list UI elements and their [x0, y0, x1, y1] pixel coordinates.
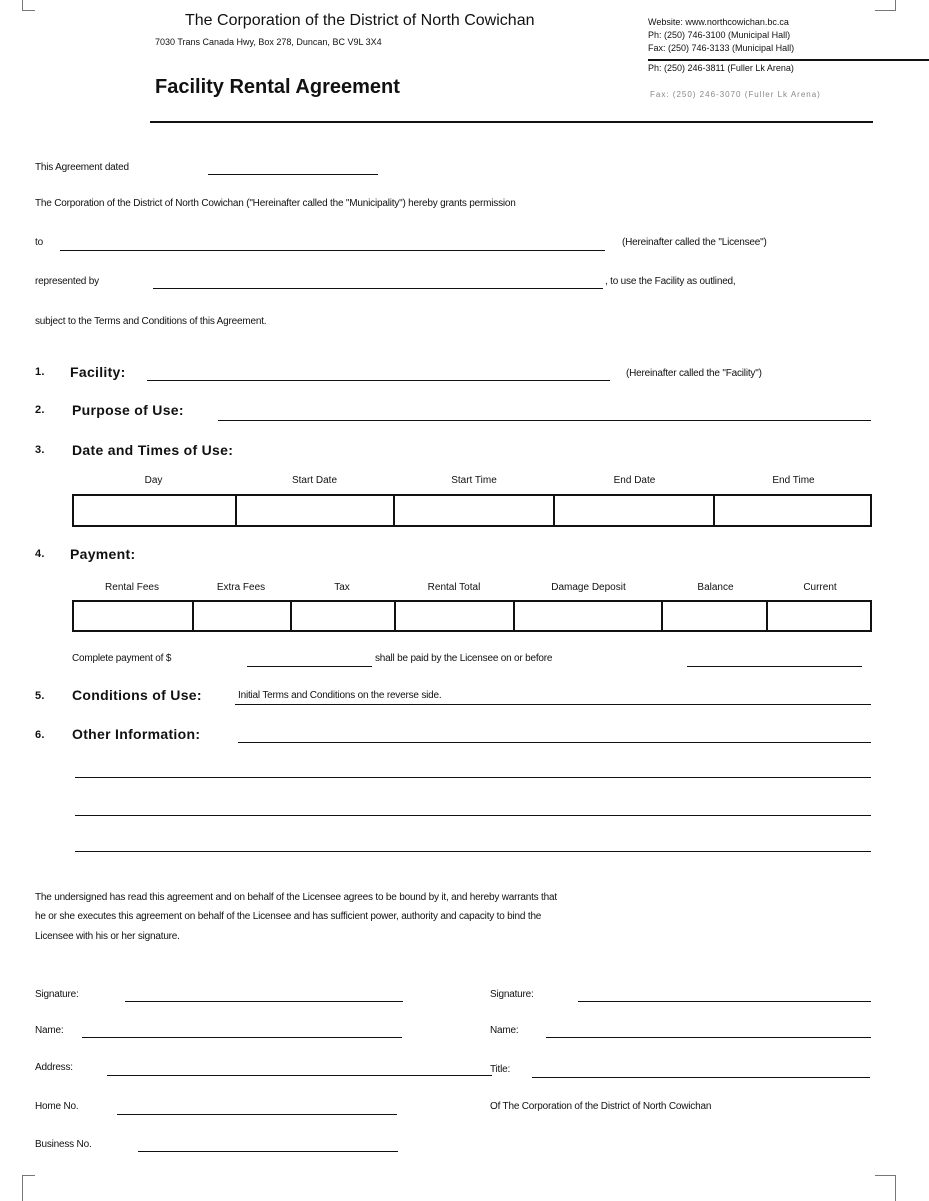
- conditions-note: Initial Terms and Conditions on the reverse side.: [238, 690, 442, 701]
- other-info-label: Other Information:: [72, 726, 201, 742]
- other-info-field[interactable]: [238, 742, 871, 743]
- home-no-field[interactable]: [117, 1114, 397, 1115]
- payment-col-current: Current: [803, 582, 837, 593]
- contact-phone-hall: Ph: (250) 746-3100 (Municipal Hall): [648, 30, 791, 40]
- section-number: 3.: [35, 444, 45, 456]
- payment-col-tax: Tax: [334, 582, 350, 593]
- left-name-field[interactable]: [82, 1037, 402, 1038]
- payment-col-extra-fees: Extra Fees: [216, 582, 266, 593]
- payment-cell-extra-fees[interactable]: [193, 601, 291, 631]
- agreement-dated-label: This Agreement dated: [35, 162, 129, 173]
- other-info-line[interactable]: [75, 815, 871, 816]
- section-number: 6.: [35, 729, 45, 741]
- address-label: Address:: [35, 1062, 73, 1073]
- org-name: The Corporation of the District of North Cowichan: [185, 12, 535, 29]
- contact-fax-hall: Fax: (250) 746-3133 (Municipal Hall): [648, 43, 795, 53]
- purpose-field[interactable]: [218, 420, 871, 421]
- section-number: 2.: [35, 404, 45, 416]
- declaration-line-3: Licensee with his or her signature.: [35, 931, 180, 942]
- title-field[interactable]: [532, 1077, 870, 1078]
- crop-mark-bottom-left: [22, 1175, 35, 1201]
- header-rule-top: [648, 59, 929, 61]
- payment-col-balance: Balance: [697, 582, 734, 593]
- conditions-field[interactable]: [235, 704, 871, 705]
- other-info-line[interactable]: [75, 777, 871, 778]
- facility-note: (Hereinafter called the "Facility"): [626, 368, 762, 379]
- dates-label: Date and Times of Use:: [72, 442, 234, 458]
- subject-text: subject to the Terms and Conditions of this Agreement.: [35, 316, 267, 327]
- facility-field[interactable]: [147, 380, 610, 381]
- payment-cell-balance[interactable]: [662, 601, 767, 631]
- dates-col-end-date: End Date: [613, 475, 656, 486]
- declaration-line-1: The undersigned has read this agreement and on behalf of the Licensee agrees to be bound by it, and hereby warrants that: [35, 892, 557, 903]
- payment-cell-current[interactable]: [767, 601, 871, 631]
- section-number: 4.: [35, 548, 45, 560]
- to-use-text: , to use the Facility as outlined,: [605, 276, 736, 287]
- crop-mark-top-left: [22, 0, 35, 11]
- payment-col-rental-fees: Rental Fees: [105, 582, 159, 593]
- left-signature-field[interactable]: [125, 1001, 403, 1002]
- payment-col-rental-total: Rental Total: [427, 582, 481, 593]
- dates-cell-end-time[interactable]: [714, 495, 871, 526]
- business-no-label: Business No.: [35, 1139, 92, 1150]
- payment-cell-damage-deposit[interactable]: [514, 601, 662, 631]
- right-name-label: Name:: [490, 1025, 519, 1036]
- page-title: Facility Rental Agreement: [155, 76, 400, 98]
- payment-cell-rental-total[interactable]: [395, 601, 515, 631]
- dates-col-day: Day: [144, 475, 163, 486]
- licensee-note: (Hereinafter called the "Licensee"): [622, 237, 767, 248]
- title-rule: [150, 121, 873, 123]
- dates-col-start-date: Start Date: [291, 475, 338, 486]
- right-signature-field[interactable]: [578, 1001, 871, 1002]
- address-field[interactable]: [107, 1075, 492, 1076]
- licensee-field[interactable]: [60, 250, 605, 251]
- payment-amount-field[interactable]: [247, 666, 372, 667]
- crop-mark-bottom-right: [875, 1175, 896, 1201]
- payment-col-damage-deposit: Damage Deposit: [551, 582, 626, 593]
- grants-permission-text: The Corporation of the District of North Cowichan ("Hereinafter called the "Municipality") hereby grants permission: [35, 198, 516, 209]
- left-name-label: Name:: [35, 1025, 64, 1036]
- payment-cell-rental-fees[interactable]: [73, 601, 193, 631]
- other-info-line[interactable]: [75, 851, 871, 852]
- dates-col-start-time: Start Time: [451, 475, 497, 486]
- contact-website: Website: www.northcowichan.bc.ca: [648, 17, 789, 27]
- agreement-date-field[interactable]: [208, 174, 378, 175]
- declaration-line-2: he or she executes this agreement on behalf of the Licensee and has sufficient power, authority and capacity to bind the: [35, 911, 542, 922]
- left-signature-label: Signature:: [35, 989, 79, 1000]
- dates-cell-day[interactable]: [73, 495, 236, 526]
- payment-label: Payment:: [70, 546, 136, 562]
- payment-table: [72, 600, 872, 632]
- dates-cell-start-time[interactable]: [394, 495, 554, 526]
- crop-mark-top-right: [875, 0, 896, 11]
- represented-by-label: represented by: [35, 276, 99, 287]
- home-no-label: Home No.: [35, 1101, 79, 1112]
- payment-due-date-field[interactable]: [687, 666, 862, 667]
- dates-cell-start-date[interactable]: [236, 495, 395, 526]
- business-no-field[interactable]: [138, 1151, 398, 1152]
- dates-cell-end-date[interactable]: [554, 495, 715, 526]
- complete-payment-label: Complete payment of $: [72, 653, 172, 664]
- contact-phone-arena: Ph: (250) 246-3811 (Fuller Lk Arena): [648, 63, 794, 73]
- right-name-field[interactable]: [546, 1037, 871, 1038]
- corporation-label: Of The Corporation of the District of North Cowichan: [490, 1101, 712, 1112]
- right-signature-label: Signature:: [490, 989, 534, 1000]
- purpose-label: Purpose of Use:: [72, 402, 184, 418]
- section-number: 1.: [35, 366, 45, 378]
- payment-cell-tax[interactable]: [291, 601, 395, 631]
- facility-label: Facility:: [70, 364, 126, 380]
- dates-table: [72, 494, 872, 527]
- org-address: 7030 Trans Canada Hwy, Box 278, Duncan, BC V9L 3X4: [155, 37, 382, 47]
- contact-fax-arena: Fax: (250) 246-3070 (Fuller Lk Arena): [650, 90, 821, 99]
- title-label: Title:: [490, 1064, 511, 1075]
- to-label: to: [35, 237, 43, 248]
- paid-by-label: shall be paid by the Licensee on or before: [375, 653, 553, 664]
- dates-col-end-time: End Time: [772, 475, 815, 486]
- conditions-label: Conditions of Use:: [72, 687, 202, 703]
- represented-by-field[interactable]: [153, 288, 603, 289]
- section-number: 5.: [35, 690, 45, 702]
